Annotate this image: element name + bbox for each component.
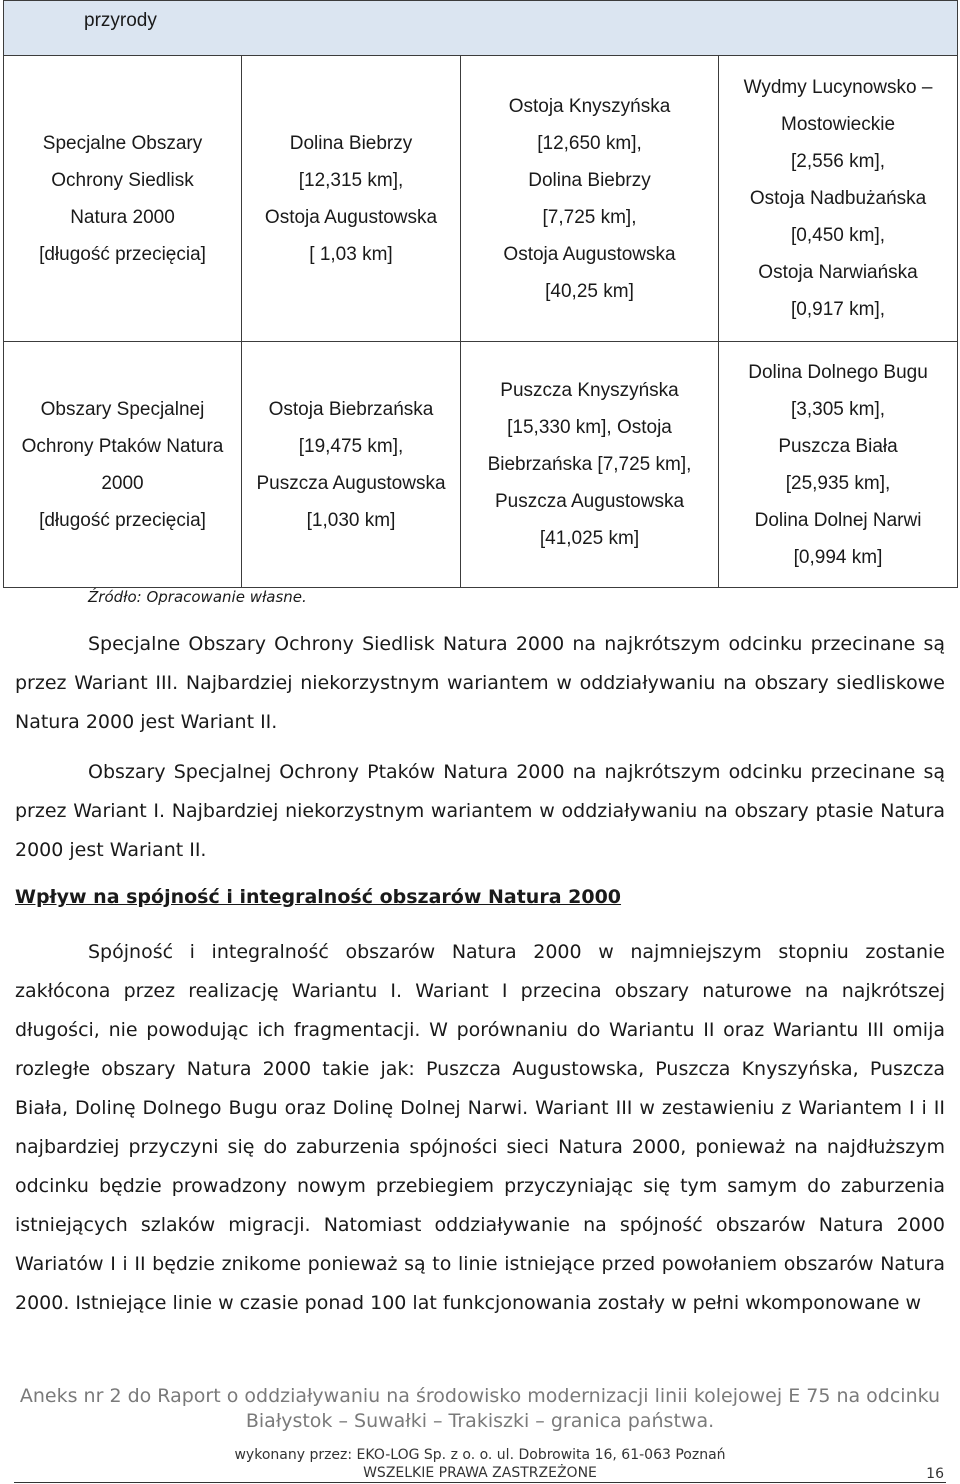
- cell-line: [40,25 km]: [545, 280, 634, 302]
- cell-line: Specjalne Obszary: [42, 132, 203, 154]
- cell-line: Ostoja Knyszyńska: [508, 95, 671, 117]
- cell-line: Mostowieckie: [781, 114, 896, 135]
- cell-line: [0,994 km]: [793, 546, 883, 568]
- cell-line: [długość przecięcia]: [39, 243, 206, 265]
- variant-2-cell: [461, 56, 719, 342]
- cell-line: Wydmy Lucynowsko –: [743, 77, 933, 98]
- paragraph-text: Specjalne Obszary Ochrony Siedlisk Natura 2000 na najkrótszym odcinku przecinane są przez Wariant III. Najbardziej niekorzystnym wariantem w oddziaływaniu na obszary siedliskowe Natura 2000 jest Wariant II.: [15, 633, 945, 733]
- cell-line: [długość przecięcia]: [39, 509, 206, 531]
- cell-line: [3,305 km],: [791, 398, 886, 420]
- variant-3-cell: [719, 56, 958, 342]
- footer-report-title: [0, 1384, 960, 1434]
- paragraph-coherence: [15, 933, 945, 1323]
- cell-line: [1,030 km]: [306, 509, 396, 531]
- cell-line: Biebrzańska [7,725 km],: [487, 454, 692, 475]
- cell-line: [ 1,03 km]: [309, 243, 393, 265]
- table-source-note: Źródło: Opracowanie własne.: [88, 588, 307, 606]
- footer-company: [0, 1446, 960, 1482]
- row-label-cell: [4, 56, 242, 342]
- table-header-cell: przyrody: [4, 1, 958, 56]
- cell-line: [12,650 km],: [537, 132, 642, 154]
- footer-line: Aneks nr 2 do Raport o oddziaływaniu na środowisko modernizacji linii kolejowej E 75 na odcinku: [19, 1385, 941, 1407]
- cell-line: Puszcza Biała: [778, 435, 898, 457]
- cell-line: [0,450 km],: [791, 225, 886, 246]
- footer-divider: [14, 1482, 946, 1483]
- paragraph-habitats: [15, 625, 945, 742]
- cell-line: [19,475 km],: [298, 435, 404, 457]
- cell-line: Ostoja Biebrzańska: [268, 398, 434, 420]
- table-row: [4, 342, 958, 588]
- cell-line: Dolina Dolnej Narwi: [754, 509, 922, 531]
- paragraph-text: Spójność i integralność obszarów Natura 2000 w najmniejszym stopniu zostanie zakłócona przez realizację Wariantu I. Wariant I przecina obszary naturowe na najkrótszej długości, nie powodując ich fragmentacji. W porównaniu do Wariantu II oraz Wariantu III omija rozległe obszary Natura 2000 takie jak: Puszcza Augustowska, Puszcza Knyszyńska, Puszcza Biała, Dolinę Dolnego Bugu oraz Dolinę Dolnej Narwi. Wariant III w zestawieniu z Wariantem I i II najbardziej przyczyni się do zaburzenia spójności sieci Natura 2000, ponieważ na najdłuższym odcinku będzie prowadzony nowym przebiegiem przyczyniając się tym samym do zaburzenia istniejących szlaków migracji. Natomiast oddziaływanie na spójność obszarów Natura 2000 Wariatów I i II będzie znikome ponieważ są to linie istniejące przed powołaniem obszarów Natura 2000. Istniejące linie w czasie ponad 100 lat funkcjonowania zostały w pełni wkomponowane w: [15, 941, 945, 1314]
- cell-line: Puszcza Augustowska: [494, 491, 685, 512]
- cell-line: Ostoja Augustowska: [503, 243, 676, 265]
- cell-line: Ostoja Nadbużańska: [749, 188, 927, 209]
- cell-line: [41,025 km]: [539, 528, 640, 549]
- cell-line: [15,330 km], Ostoja: [507, 417, 672, 438]
- row-label-cell: [4, 342, 242, 588]
- page-number: 16: [926, 1466, 944, 1482]
- natura-2000-crossing-table: [3, 0, 958, 588]
- cell-line: Ostoja Narwiańska: [758, 262, 918, 283]
- cell-line: Ostoja Augustowska: [264, 206, 438, 228]
- cell-line: Ochrony Siedlisk: [51, 169, 194, 191]
- cell-line: Natura 2000: [70, 206, 175, 228]
- cell-line: [7,725 km],: [542, 206, 637, 228]
- cell-line: Dolina Dolnego Bugu: [748, 361, 928, 383]
- footer-line: wykonany przez: EKO-LOG Sp. z o. o. ul. Dobrowita 16, 61-063 Poznań: [234, 1447, 726, 1463]
- cell-line: Dolina Biebrzy: [528, 169, 651, 191]
- cell-line: [25,935 km],: [785, 472, 891, 494]
- variant-3-cell: [719, 342, 958, 588]
- footer-line: WSZELKIE PRAWA ZASTRZEŻONE: [363, 1465, 597, 1481]
- cell-line: [2,556 km],: [791, 151, 886, 172]
- footer-line: Białystok – Suwałki – Trakiszki – granica państwa.: [245, 1410, 715, 1432]
- cell-line: Ochrony Ptaków Natura: [21, 435, 224, 457]
- cell-line: [12,315 km],: [298, 169, 404, 191]
- cell-line: Dolina Biebrzy: [289, 132, 413, 154]
- cell-line: 2000: [101, 472, 144, 494]
- variant-1-cell: [242, 342, 461, 588]
- cell-line: [0,917 km],: [791, 299, 886, 320]
- cell-line: Obszary Specjalnej: [40, 398, 205, 420]
- section-heading: Wpływ na spójność i integralność obszarów Natura 2000: [15, 886, 622, 908]
- paragraph-text: Obszary Specjalnej Ochrony Ptaków Natura 2000 na najkrótszym odcinku przecinane są przez Wariant I. Najbardziej niekorzystnym wariantem w oddziaływaniu na obszary ptasie Natura 2000 jest Wariant II.: [15, 761, 945, 861]
- paragraph-birds: [15, 753, 945, 870]
- table-row: [4, 56, 958, 342]
- variant-1-cell: [242, 56, 461, 342]
- variant-2-cell: [461, 342, 719, 588]
- cell-line: Puszcza Knyszyńska: [500, 380, 679, 401]
- cell-line: Puszcza Augustowska: [256, 472, 446, 494]
